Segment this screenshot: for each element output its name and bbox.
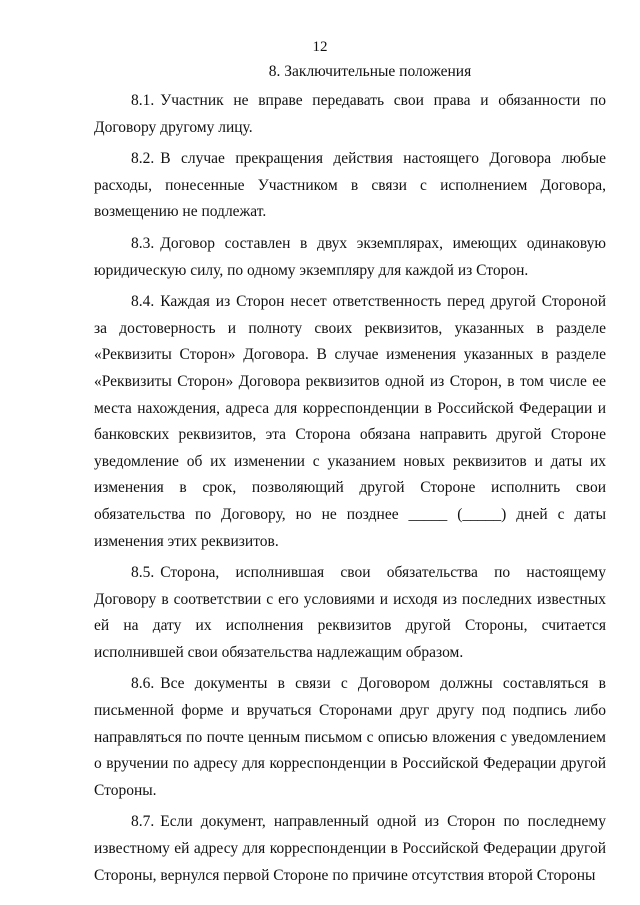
paragraph-number: 8.4. — [131, 293, 155, 311]
paragraph-8-3 — [94, 231, 606, 284]
paragraph-8-6 — [94, 671, 606, 804]
paragraph-8-7 — [94, 809, 606, 889]
paragraph-text: Договор составлен в двух экземплярах, имеющих одинаковую юридическую силу, по одному экземпляру для каждой из Сторон. — [94, 234, 606, 279]
section-title: 8. Заключительные положения — [268, 63, 472, 80]
paragraph-text: Все документы в связи с Договором должны составляться в письменной форме и вручаться Сторонами друг другу под подпись либо направляться по почте ценным письмом с описью вложения с уведомлением о вручении по адресу для корреспонденции в Российской Федерации другой Стороны. — [94, 675, 606, 799]
paragraph-8-2 — [94, 146, 606, 226]
paragraph-number: 8.6. — [131, 675, 155, 693]
paragraph-text: В случае прекращения действия настоящего Договора любые расходы, понесенные Участником в связи с исполнением Договора, возмещению не подлежат. — [94, 150, 606, 221]
paragraph-number: 8.1. — [131, 92, 155, 109]
page-number: 12 — [312, 39, 328, 55]
paragraph-text: Участник не вправе передавать свои права и обязанности по Договору другому лицу. — [94, 92, 606, 136]
paragraph-text: Сторона, исполнившая свои обязательства по настоящему Договору в соответствии с его условиями и исходя из последних известных ей на дату их исполнения реквизитов другой Стороны, считается исполнившей свои обязательства надлежащим образом. — [94, 564, 606, 661]
paragraph-number: 8.2. — [131, 150, 155, 168]
paragraph-8-1 — [94, 88, 606, 141]
paragraph-number: 8.5. — [131, 564, 155, 582]
paragraph-number: 8.7. — [131, 813, 155, 831]
paragraph-number: 8.3. — [131, 234, 155, 252]
paragraph-text: Каждая из Сторон несет ответственность перед другой Стороной за достоверность и полноту своих реквизитов, указанных в разделе «Реквизиты Сторон» Договора. В случае изменения указанных в разделе «Реквизиты Сторон» Договора реквизитов одной из Сторон, в том числе ее места нахождения, адреса для корреспонденции в Российской Федерации и банковских реквизитов, эта Сторона обязана направить другой Стороне уведомление об их изменении с указанием новых реквизитов и даты их изменения в срок, позволяющий другой Стороне исполнить свои обязательства по Договору, но не позднее _____ (_____) дней с даты изменения этих реквизитов. — [94, 293, 606, 550]
paragraph-8-5 — [94, 560, 606, 666]
paragraph-text: Если документ, направленный одной из Сторон по последнему известному ей адресу для корреспонденции в Российской Федерации другой Стороны, вернулся первой Стороне по причине отсутствия второй Стороны — [94, 813, 606, 884]
paragraph-8-4 — [94, 289, 606, 555]
document-body — [94, 88, 606, 894]
